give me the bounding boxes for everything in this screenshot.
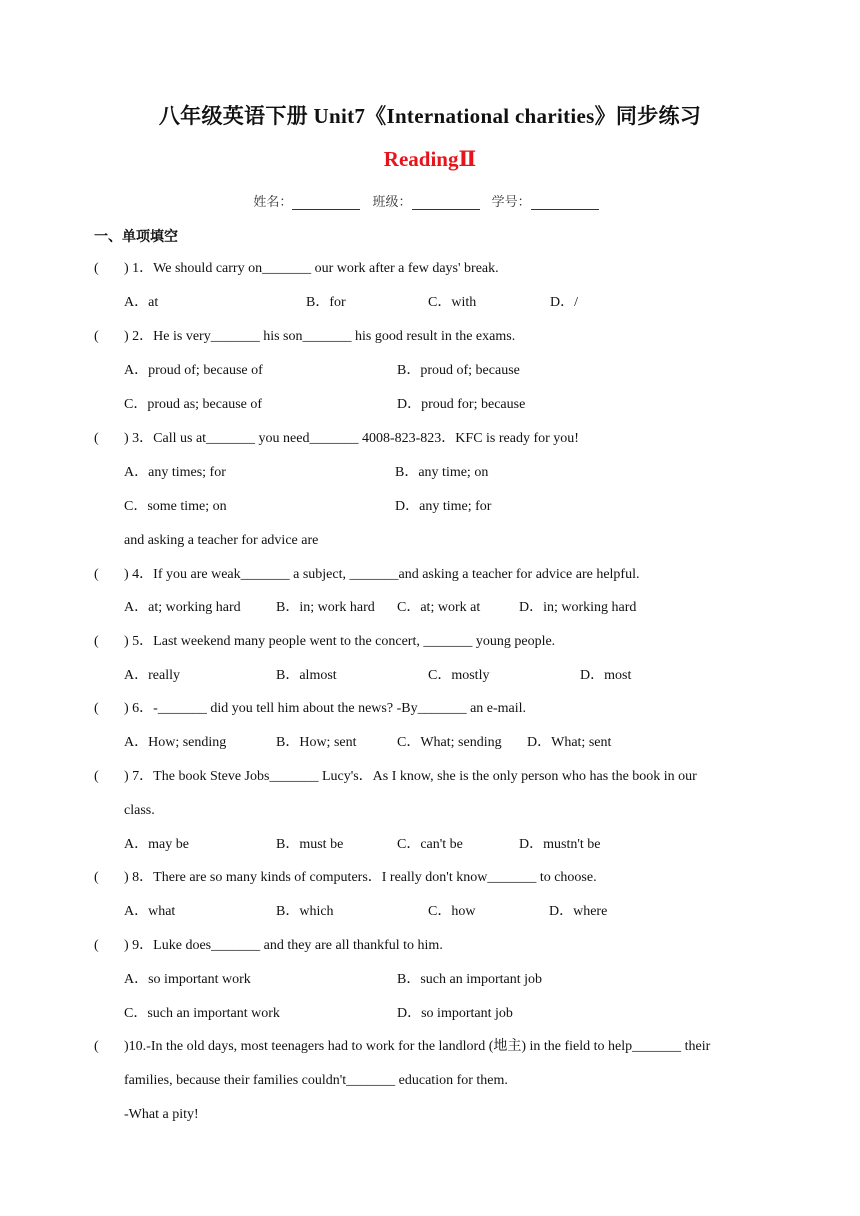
question-text: We should carry on_______ our work after a few days' break. [153,261,499,276]
answer-paren[interactable]: ( [94,1039,99,1054]
question-text: Last weekend many people went to the concert, _______ young people. [153,634,556,649]
question-text: Call us at_______ you need_______ 4008-823-823．KFC is ready for you! [153,431,579,446]
question-9: ( ) 9．Luke does_______ and they are all thankful to him. [94,938,443,953]
option-a: A．may be [124,837,189,852]
option-a: A．at; working hard [124,600,241,615]
option-d: D．most [580,668,632,683]
option-a: A．at [124,295,159,310]
option-d: D．What; sent [527,735,612,750]
option-a: A．How; sending [124,735,227,750]
question-5: ( ) 5．Last weekend many people went to the concert, _______ young people. [94,634,556,649]
option-a: A．any times; for [124,465,226,480]
question-text: He is very_______ his son_______ his good result in the exams. [153,329,516,344]
question-text-continued: families, because their families couldn't_______ education for them. [124,1073,508,1088]
class-blank[interactable] [412,195,480,210]
option-b: B．any time; on [395,465,489,480]
option-a: A．what [124,904,176,919]
question-2: ( ) 2．He is very_______ his son_______ his good result in the exams. [94,329,516,344]
question-number: 2． [132,329,154,344]
answer-paren[interactable]: ( [94,634,99,649]
id-label: 学号： [491,195,531,210]
answer-paren[interactable]: ( [94,769,99,784]
option-b: B．such an important job [397,972,543,987]
option-b: B．proud of; because [397,363,520,378]
answer-paren[interactable]: ( [94,329,99,344]
question-7: ( ) 7．The book Steve Jobs_______ Lucy's．As I know, she is the only person who has the book in our [94,769,697,784]
question-8: ( ) 8．There are so many kinds of computers．I really don't know_______ to choose. [94,870,597,885]
option-c: C．some time; on [124,499,227,514]
class-label: 班级： [372,195,412,210]
answer-paren[interactable]: ( [94,431,99,446]
question-text: Luke does_______ and they are all thankful to him. [153,938,443,953]
question-number: 8． [132,870,154,885]
answer-paren[interactable]: ( [94,567,99,582]
question-number: 10. [128,1039,147,1054]
question-text: -In the old days, most teenagers had to work for the landlord (地主) in the field to help_______ their [146,1039,711,1054]
question-6: ( ) 6．-_______ did you tell him about the news? -By_______ an e-mail. [94,701,527,716]
option-c: C．how [428,904,476,919]
page-subtitle: ReadingⅡ [383,147,477,171]
option-a: A．really [124,668,180,683]
option-b: B．almost [276,668,337,683]
option-d: D．/ [550,295,578,310]
stray-text: and asking a teacher for advice are [124,533,319,548]
question-number: 3． [132,431,154,446]
student-info [0,191,860,210]
question-3: ( ) 3．Call us at_______ you need_______ 4008-823-823．KFC is ready for you! [94,431,579,446]
answer-paren[interactable]: ( [94,261,99,276]
question-number: 5． [132,634,154,649]
option-c: C．mostly [428,668,490,683]
option-c: C．proud as; because of [124,397,263,412]
option-d: D．any time; for [395,499,492,514]
option-c: C．with [428,295,477,310]
option-c: C．can't be [397,837,463,852]
page-title: 八年级英语下册 Unit7《International charities》同步练习 [158,104,702,128]
option-b: B．must be [276,837,344,852]
question-text-continued: class. [124,803,155,818]
option-c: C．such an important work [124,1006,280,1021]
question-number: 7． [132,769,154,784]
option-d: D．in; working hard [519,600,637,615]
question-text: If you are weak_______ a subject, _______and asking a teacher for advice are helpful. [153,567,640,582]
option-a: A．proud of; because of [124,363,263,378]
answer-paren[interactable]: ( [94,701,99,716]
id-blank[interactable] [531,195,599,210]
question-number: 9． [132,938,154,953]
option-d: D．so important job [397,1006,513,1021]
question-number: 1． [132,261,154,276]
question-text: There are so many kinds of computers．I really don't know_______ to choose. [153,870,597,885]
option-b: B．in; work hard [276,600,375,615]
question-text: -_______ did you tell him about the news? -By_______ an e-mail. [153,701,527,716]
question-number: 6． [132,701,154,716]
option-d: D．where [549,904,608,919]
question-text: The book Steve Jobs_______ Lucy's．As I know, she is the only person who has the book in our [153,769,697,784]
question-1: ( ) 1．We should carry on_______ our work after a few days' break. [94,261,499,276]
option-d: D．mustn't be [519,837,601,852]
answer-paren[interactable]: ( [94,938,99,953]
question-4: ( ) 4．If you are weak_______ a subject, _______and asking a teacher for advice are helpful. [94,567,640,582]
question-text-continued: -What a pity! [124,1107,199,1122]
option-b: B．which [276,904,334,919]
option-c: C．What; sending [397,735,502,750]
name-blank[interactable] [292,195,360,210]
option-b: B．for [306,295,346,310]
question-number: 4． [132,567,154,582]
option-d: D．proud for; because [397,397,526,412]
answer-paren[interactable]: ( [94,870,99,885]
section-title: 一、单项填空 [94,229,178,245]
option-c: C．at; work at [397,600,481,615]
option-b: B．How; sent [276,735,357,750]
question-10: ( )10.-In the old days, most teenagers had to work for the landlord (地主) in the field to help_______ their [94,1039,711,1054]
name-label: 姓名： [253,195,293,210]
option-a: A．so important work [124,972,251,987]
